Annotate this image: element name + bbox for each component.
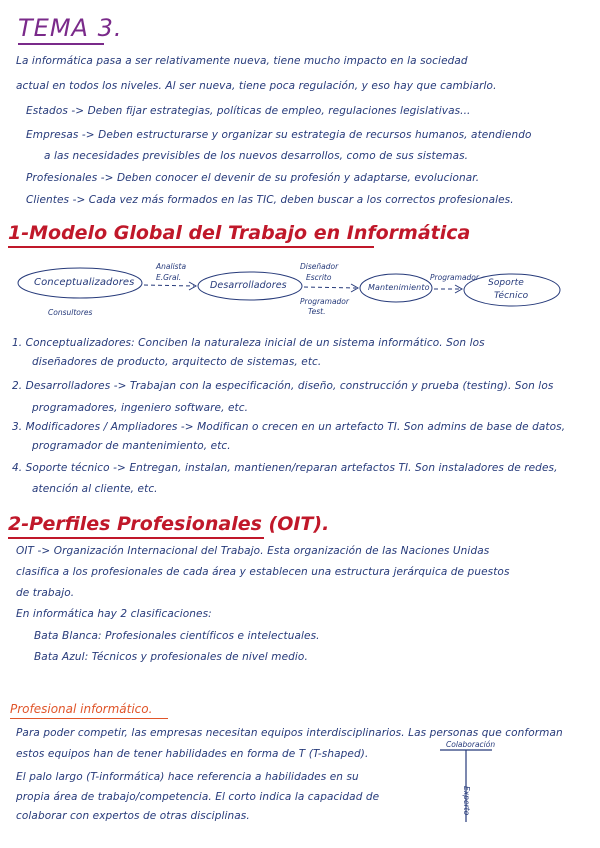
section1-heading-b: Informática xyxy=(346,222,471,244)
t-shape-top-label: Colaboración xyxy=(446,740,496,749)
item-2-cont: programadores, ingeniero software, etc. xyxy=(32,402,249,414)
bata-azul: Bata Azul: Técnicos y profesionales de nivel medio. xyxy=(34,651,308,663)
bullet-clientes: Clientes -> Cada vez más formados en las TIC, deben buscar a los correctos profesionales. xyxy=(26,194,514,206)
pi-line-4: propia área de trabajo/competencia. El corto indica la capacidad de xyxy=(16,791,380,803)
bullet-empresas: Empresas -> Deben estructurarse y organizar su estrategia de recursos humanos, atendiendo xyxy=(26,129,532,141)
item-3-cont: programador de mantenimiento, etc. xyxy=(32,440,231,452)
label-test: Test. xyxy=(308,307,326,316)
oit-line-3: de trabajo. xyxy=(16,587,75,599)
bullet-estados: Estados -> Deben fijar estrategias, políticas de empleo, regulaciones legislativas... xyxy=(26,105,471,117)
node-soporte-b: Técnico xyxy=(494,291,529,301)
label-programador-test: Programador xyxy=(300,297,349,306)
oit-line-2: clasifica a los profesionales de cada área y establecen una estructura jerárquica de puestos xyxy=(16,566,510,578)
item-3: 3. Modificadores / Ampliadores -> Modifican o crecen en un artefacto TI. Son admins de base de datos, xyxy=(12,421,566,433)
label-egral: E.Gral. xyxy=(156,273,182,282)
label-analista: Analista xyxy=(156,262,187,271)
node-conceptualizadores: Conceptualizadores xyxy=(34,277,135,288)
bullet-profesionales: Profesionales -> Deben conocer el devenir de su profesión y adaptarse, evolucionar. xyxy=(26,172,480,184)
pi-line-2: estos equipos han de tener habilidades en forma de T (T-shaped). xyxy=(16,748,369,760)
pi-line-1: Para poder competir, las empresas necesitan equipos interdisciplinarios. Las personas que conforman xyxy=(16,727,563,739)
item-1: 1. Conceptualizadores: Conciben la naturaleza inicial de un sistema informático. Son los xyxy=(12,337,485,349)
label-consultores: Consultores xyxy=(48,308,93,317)
node-mantenimiento: Mantenimiento xyxy=(368,283,430,292)
node-desarrolladores: Desarrolladores xyxy=(210,280,287,291)
label-disenador: Diseñador xyxy=(300,262,339,271)
label-escrito: Escrito xyxy=(306,273,332,282)
section2-heading: 2-Perfiles Profesionales (OIT). xyxy=(8,513,330,535)
pi-line-5: colaborar con expertos de otras disciplinas. xyxy=(16,810,250,822)
intro-line-1: La informática pasa a ser relativamente nueva, tiene mucho impacto en la sociedad xyxy=(16,55,468,67)
arrow-1 xyxy=(144,285,194,286)
intro-line-2: actual en todos los niveles. Al ser nueva, tiene poca regulación, y eso hay que cambiarlo. xyxy=(16,80,497,92)
label-programador: Programador xyxy=(430,273,479,282)
t-shape-stem-label: Experto xyxy=(462,786,471,816)
bata-blanca: Bata Blanca: Profesionales científicos e intelectuales. xyxy=(34,630,320,642)
section3-underline xyxy=(10,718,168,719)
item-4-cont: atención al cliente, etc. xyxy=(32,483,158,495)
page-title: TEMA 3. xyxy=(18,14,123,42)
section3-heading: Profesional informático. xyxy=(10,702,153,716)
section1-heading-a: Modelo Global del Trabajo en xyxy=(29,222,347,244)
oit-line-4: En informática hay 2 clasificaciones: xyxy=(16,608,212,620)
item-2: 2. Desarrolladores -> Trabajan con la especificación, diseño, construcción y prueba (testing). Son los xyxy=(12,380,554,392)
section2-underline xyxy=(8,537,264,539)
pi-line-3: El palo largo (T-informática) hace referencia a habilidades en su xyxy=(16,771,359,783)
arrow-2 xyxy=(304,287,356,288)
section1-heading-num: 1- xyxy=(8,222,30,244)
node-soporte-a: Soporte xyxy=(488,278,524,288)
item-1-cont: diseñadores de producto, arquitecto de sistemas, etc. xyxy=(32,356,322,368)
item-4: 4. Soporte técnico -> Entregan, instalan, mantienen/reparan artefactos TI. Son instaladores de redes, xyxy=(12,462,558,474)
bullet-empresas-cont: a las necesidades previsibles de los nuevos desarrollos, como de sus sistemas. xyxy=(44,150,469,162)
oit-line-1: OIT -> Organización Internacional del Trabajo. Esta organización de las Naciones Unidas xyxy=(16,545,490,557)
